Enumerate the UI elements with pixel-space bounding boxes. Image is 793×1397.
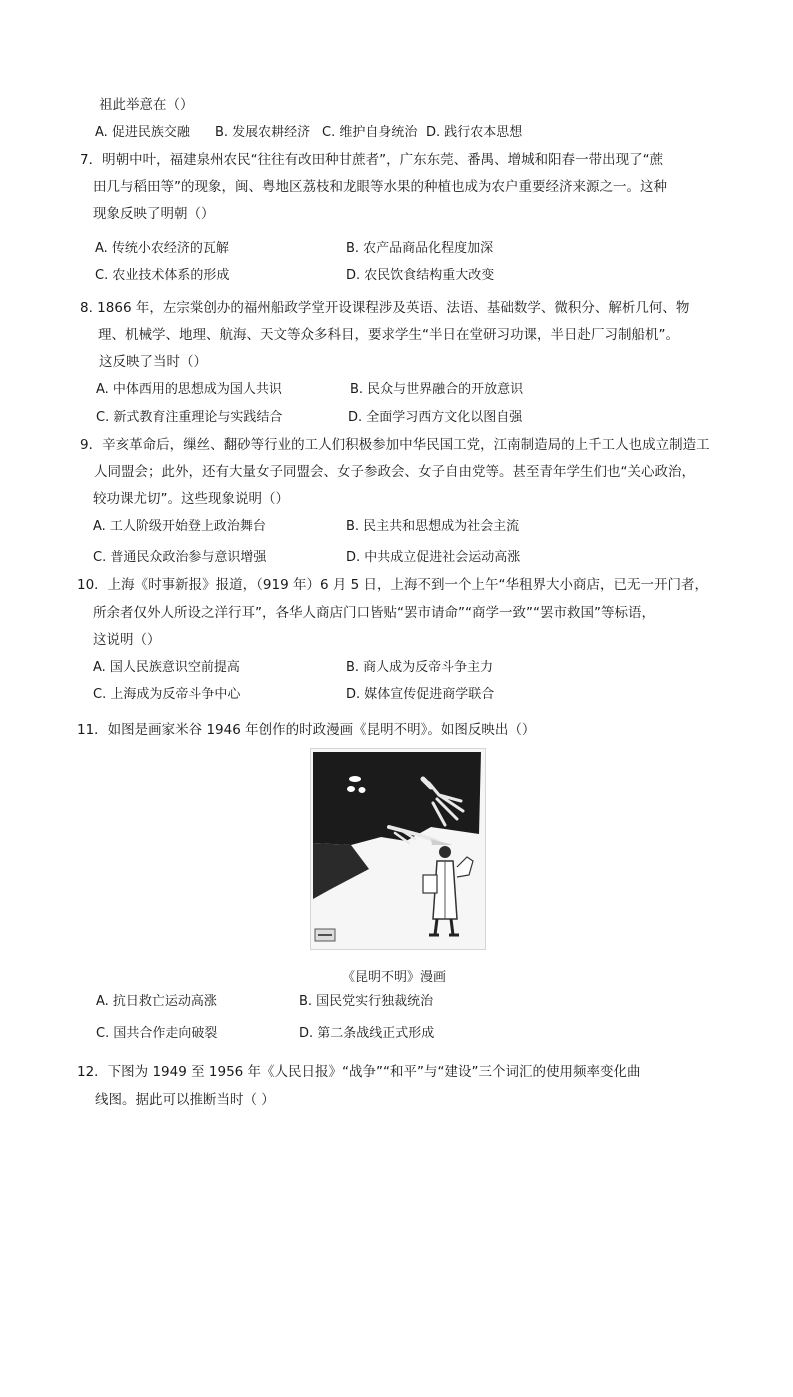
q7-stem-line-3: 现象反映了明朝（） [93,206,215,222]
q8-stem-line-2: 理、机械学、地理、航海、天文等众多科目，要求学生“半日在堂研习功课，半日赴厂习制船机”。 [98,327,679,343]
q12-stem-line-2: 线图。据此可以推断当时（ ） [95,1092,275,1108]
q6-option-b: B. 发展农耕经济 [215,125,311,140]
q10-stem-line-1: 10．上海《时事新报》报道，（919 年）6 月 5 日，上海不到一个上午“华租界大小商店，已无一开门者， [77,577,709,593]
q11-option-b: B. 国民党实行独裁统治 [299,994,434,1009]
q10-stem-line-2: 所余者仅外人所设之洋行耳”，各华人商店门口皆贴“罢市请命”“商学一致”“罢市救国”等标语， [93,605,655,621]
cartoon-kunming-bu-ming [310,748,486,950]
q9-option-c: C. 普通民众政治参与意识增强 [93,550,267,565]
q9-stem-line-3: 较功课尤切”。这些现象说明（） [93,491,289,507]
q12-stem-line-1: 12．下图为 1949 至 1956 年《人民日报》“战争”“和平”与“建设”三个词汇的使用频率变化曲 [77,1064,641,1080]
q8-option-b: B. 民众与世界融合的开放意识 [350,382,524,397]
q6-option-d: D. 践行农本思想 [426,125,523,140]
q9-stem-line-1: 9．辛亥革命后，缫丝、翻砂等行业的工人们积极参加中华民国工党，江南制造局的上千工人也成立制造工 [80,437,710,453]
q11-option-a: A. 抗日救亡运动高涨 [96,994,217,1009]
q7-option-d: D. 农民饮食结构重大改变 [346,268,495,283]
q6-option-a: A. 促进民族交融 [95,125,190,140]
q10-option-b: B. 商人成为反帝斗争主力 [346,660,494,675]
q8-option-a: A. 中体西用的思想成为国人共识 [96,382,282,397]
q8-option-c: C. 新式教育注重理论与实践结合 [96,410,283,425]
q6-option-c: C. 维护自身统治 [322,125,418,140]
q9-option-d: D. 中共成立促进社会运动高涨 [346,550,521,565]
q11-option-d: D. 第二条战线正式形成 [299,1026,435,1041]
q9-stem-line-2: 人同盟会；此外，还有大量女子同盟会、女子参政会、女子自由党等。甚至青年学生们也“关心政治， [94,464,695,480]
q7-stem-line-1: 7．明朝中叶，福建泉州农民“往往有改田种甘蔗者”，广东东莞、番禺、增城和阳春一带出现了“蔗 [80,152,664,168]
q10-option-a: A. 国人民族意识空前提高 [93,660,240,675]
q8-stem-line-3: 这反映了当时（） [99,354,207,370]
q9-option-b: B. 民主共和思想成为社会主流 [346,519,520,534]
q7-stem-line-2: 田几与稻田等”的现象，闽、粤地区荔枝和龙眼等水果的种植也成为农户重要经济来源之一。这种 [93,179,667,195]
q10-option-c: C. 上海成为反帝斗争中心 [93,687,241,702]
cartoon-caption: 《昆明不明》漫画 [342,970,447,985]
q7-option-c: C. 农业技术体系的形成 [95,268,230,283]
q6-stem-tail: 祖此举意在（） [99,97,194,113]
cartoon-illustration [311,749,485,949]
q10-option-d: D. 媒体宣传促进商学联合 [346,687,495,702]
q11-option-c: C. 国共合作走向破裂 [96,1026,218,1041]
q8-option-d: D. 全面学习西方文化以图自强 [348,410,523,425]
q11-stem-line-1: 11．如图是画家米谷 1946 年创作的时政漫画《昆明不明》。如图反映出（） [77,722,536,738]
q9-option-a: A. 工人阶级开始登上政治舞台 [93,519,266,534]
q8-stem-line-1: 8. 1866 年，左宗棠创办的福州船政学堂开设课程涉及英语、法语、基础数学、微积分、解析几何、物 [80,300,690,316]
q7-option-a: A. 传统小农经济的瓦解 [95,241,229,256]
q10-stem-line-3: 这说明（） [93,632,161,648]
q7-option-b: B. 农产品商品化程度加深 [346,241,494,256]
